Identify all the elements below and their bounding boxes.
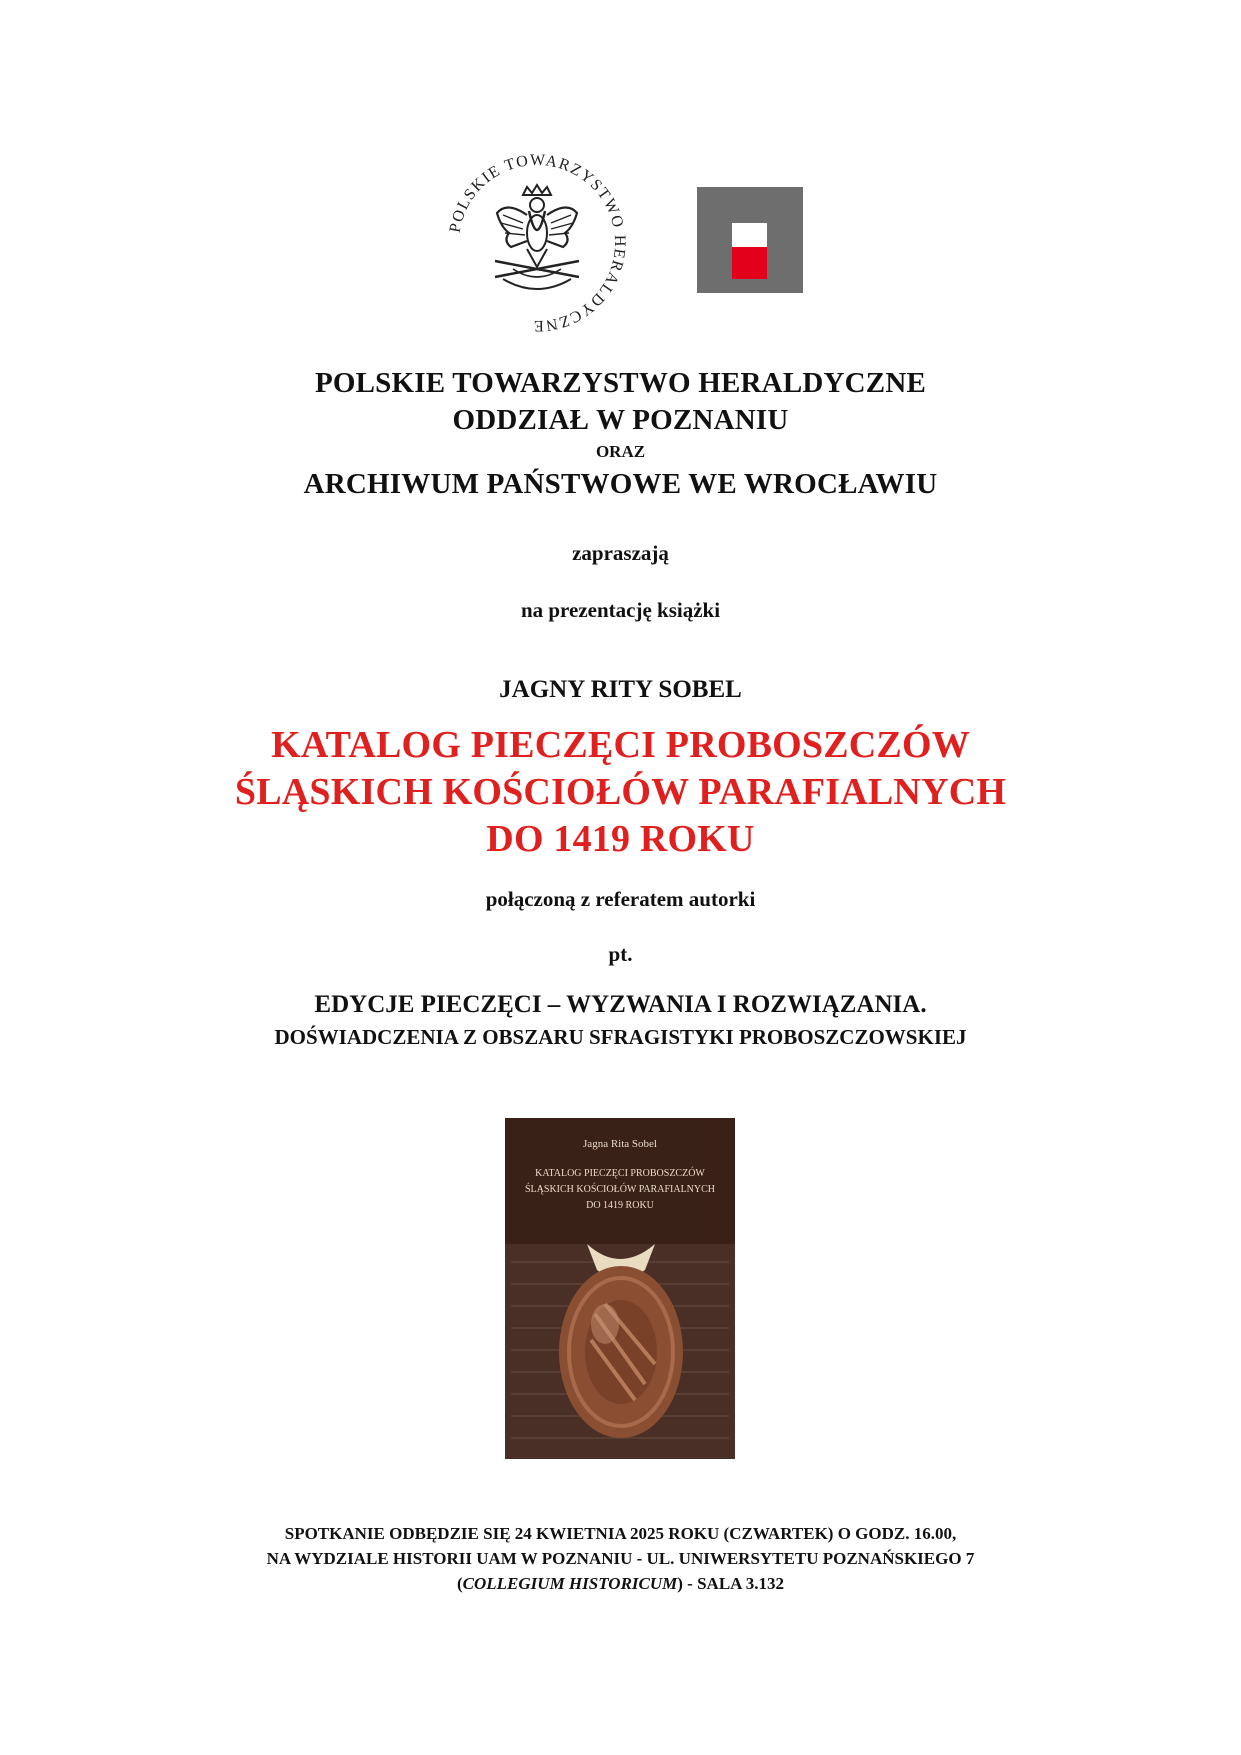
- footer-line-3: [0, 1574, 1241, 1594]
- footer-venue: COLLEGIUM HISTORICUM: [462, 1574, 678, 1593]
- invite-verb: zapraszają: [572, 541, 669, 565]
- cover-title-line-3: DO 1419 ROKU: [586, 1200, 654, 1211]
- svg-text:POLSKIE TOWARZYSTWO HERALDYCZN: POLSKIE TOWARZYSTWO HERALDYCZNE: [446, 151, 629, 335]
- organizer-line-1: POLSKIE TOWARZYSTWO HERALDYCZNE: [314, 367, 927, 399]
- state-archive-logo-icon: [697, 187, 803, 293]
- logo-red-block: [732, 247, 767, 279]
- book-cover-image: [505, 1118, 735, 1459]
- footer-room: ) - SALA 3.132: [677, 1574, 784, 1593]
- cover-header-band: [505, 1118, 735, 1244]
- cover-title-line-2: ŚLĄSKICH KOŚCIOŁÓW PARAFIALNYCH: [524, 1184, 716, 1195]
- logo-white-block: [732, 223, 767, 247]
- organizer-line-2: ODDZIAŁ W POZNANIU: [452, 404, 789, 436]
- wax-seal-photo-icon: [505, 1244, 735, 1459]
- lecture-subtitle: DOŚWIADCZENIA Z OBSZARU SFRAGISTYKI PROBOSZCZOWSKIEJ: [274, 1025, 967, 1049]
- lecture-title: EDYCJE PIECZĘCI – WYZWANIA I ROZWIĄZANIA.: [314, 991, 927, 1018]
- lecture-pt: pt.: [608, 942, 633, 966]
- author-name: JAGNY RITY SOBEL: [499, 676, 742, 703]
- organizer-conjunction: ORAZ: [595, 442, 646, 461]
- cover-title-line-1: KATALOG PIECZĘCI PROBOSZCZÓW: [535, 1168, 705, 1179]
- lecture-intro: połączoną z referatem autorki: [485, 887, 756, 911]
- heraldic-eagle-seal-icon: [443, 149, 631, 337]
- invite-object: na prezentację książki: [520, 598, 721, 622]
- footer-paren: (: [457, 1574, 463, 1593]
- organizer-line-3: ARCHIWUM PAŃSTWOWE WE WROCŁAWIU: [303, 468, 938, 500]
- book-title-line-3: DO 1419 ROKU: [486, 818, 755, 860]
- cover-author: Jagna Rita Sobel: [583, 1138, 657, 1150]
- book-title-line-1: KATALOG PIECZĘCI PROBOSZCZÓW: [271, 724, 970, 766]
- book-title-line-2: ŚLĄSKICH KOŚCIOŁÓW PARAFIALNYCH: [234, 771, 1007, 813]
- footer-line-2: NA WYDZIALE HISTORII UAM W POZNANIU - UL. UNIWERSYTETU POZNAŃSKIEGO 7: [266, 1549, 975, 1568]
- pth-seal-logo: [443, 149, 631, 337]
- footer-line-1: SPOTKANIE ODBĘDZIE SIĘ 24 KWIETNIA 2025 ROKU (CZWARTEK) O GODZ. 16.00,: [284, 1524, 957, 1543]
